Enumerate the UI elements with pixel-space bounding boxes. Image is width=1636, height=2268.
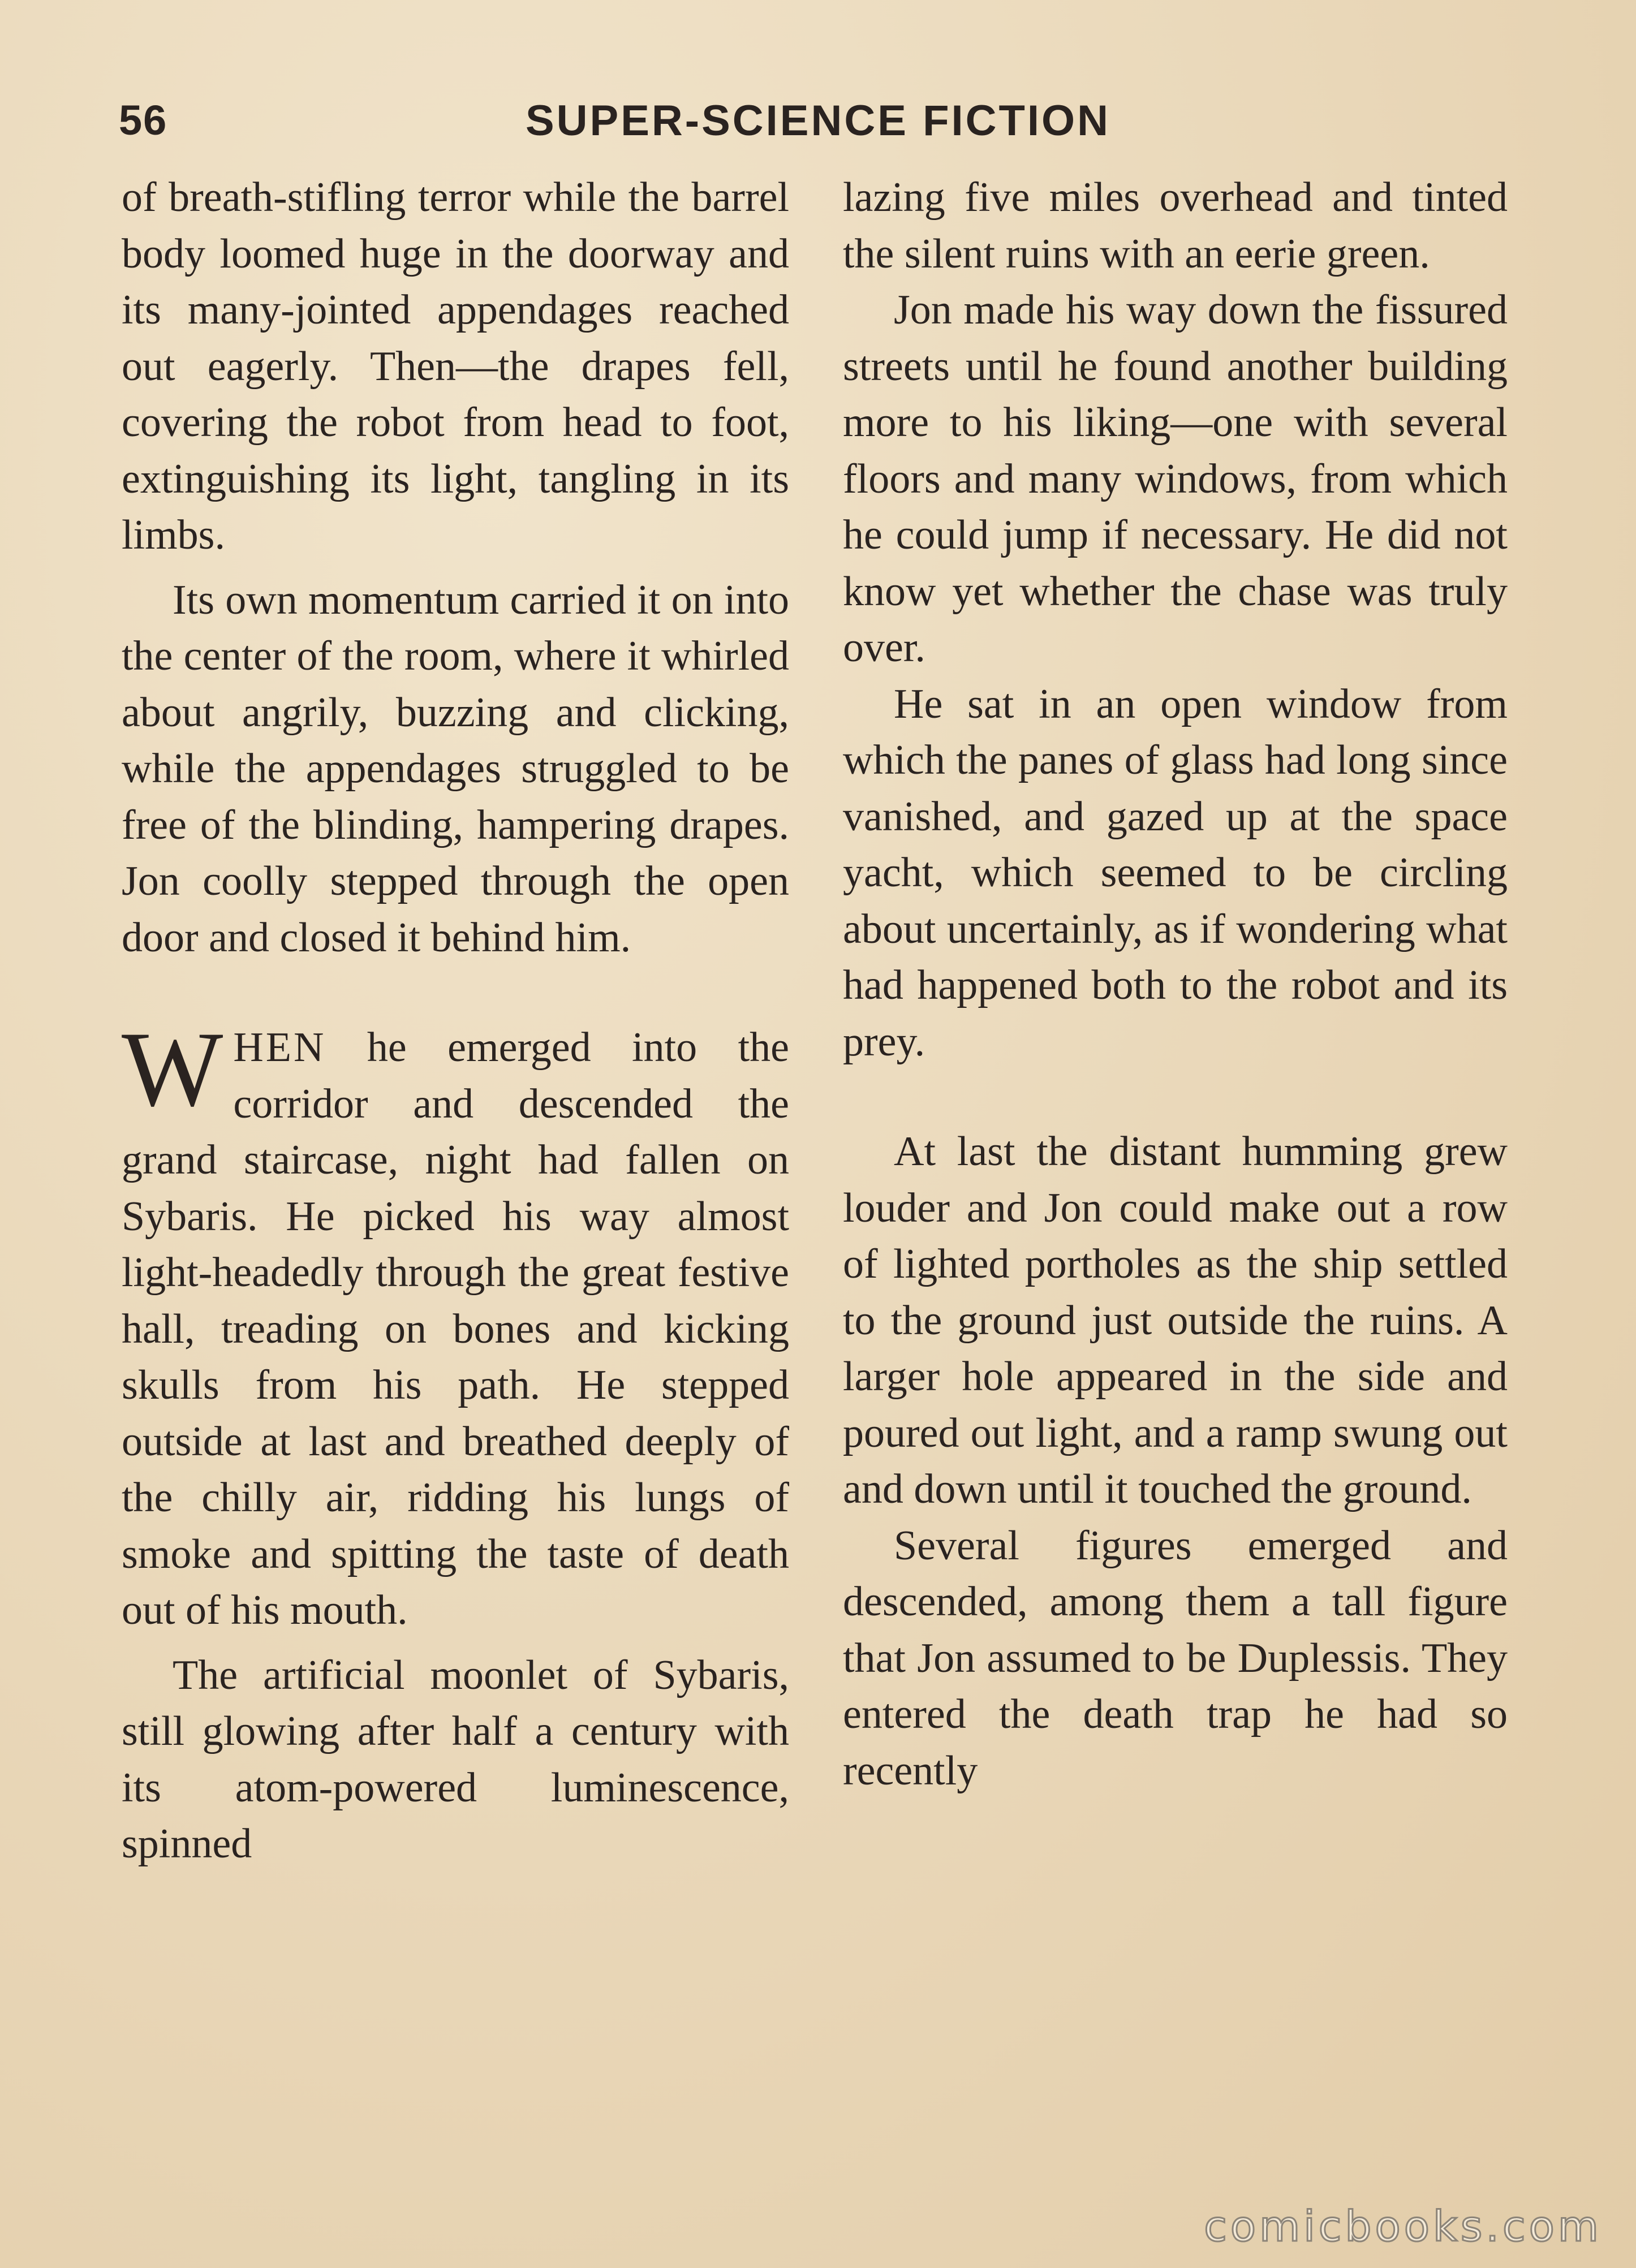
paragraph: At last the distant humming grew louder and Jon could make out a row of lighted portholes as the ship settled to the ground just outside the ruins. A larger hole appeared in the side and poured out light, and a ramp swung out and down until it touched the ground. (843, 1128, 1508, 1512)
paragraph: The artificial moonlet of Sybaris, still glowing after half a century with its atom-powered luminescence, spinned (122, 1652, 789, 1867)
running-head: SUPER-SCIENCE FICTION (525, 97, 1111, 145)
paragraph: Several figures emerged and descended, among them a tall figure that Jon assumed to be Duplessis. They entered the death trap he had so recently (843, 1522, 1508, 1794)
drop-cap: W (122, 1010, 223, 1129)
paragraph: of breath-stifling terror while the barrel body loomed huge in the doorway and its many-jointed appendages reached out eagerly. Then—the drapes fell, covering the robot from head to foot, extinguishing its light, tangling in its limbs. (122, 174, 789, 558)
watermark: comicbooks.com (1204, 2202, 1602, 2251)
paragraph: Jon made his way down the fissured streets until he found another building more to his liking—one with several floors and many windows, from which he could jump if necessary. He did not know yet whether the chase was truly over. (843, 287, 1508, 671)
paragraph: He sat in an open window from which the panes of glass had long since vanished, and gazed up at the space yacht, which seemed to be circling about uncertainly, as if wondering what had happened both to the robot and its prey. (843, 680, 1508, 1065)
paragraph: Its own momentum carried it on into the center of the room, where it whirled about angrily, buzzing and clicking, while the appendages struggled to be free of the blinding, hampering drapes. Jon coolly stepped through the open door and closed it behind him. (122, 576, 789, 961)
left-column (122, 170, 789, 1873)
page-number: 56 (119, 97, 168, 144)
paragraph-text: he emerged into the corridor and descended the grand staircase, night had fallen on Sybaris. He picked his way almost light-headedly through the great festive hall, treading on bones and kicking skulls from his path. He stepped outside at last and breathed deeply of the chilly air, ridding his lungs of smoke and spitting the taste of death out of his mouth. (122, 1024, 789, 1633)
right-column (843, 170, 1508, 1799)
section-opening-paragraph (122, 1010, 789, 1639)
page-header (119, 96, 1517, 158)
paragraph: lazing five miles overhead and tinted the silent ruins with an eerie green. (843, 174, 1508, 277)
small-caps-lead: HEN (233, 1024, 326, 1071)
